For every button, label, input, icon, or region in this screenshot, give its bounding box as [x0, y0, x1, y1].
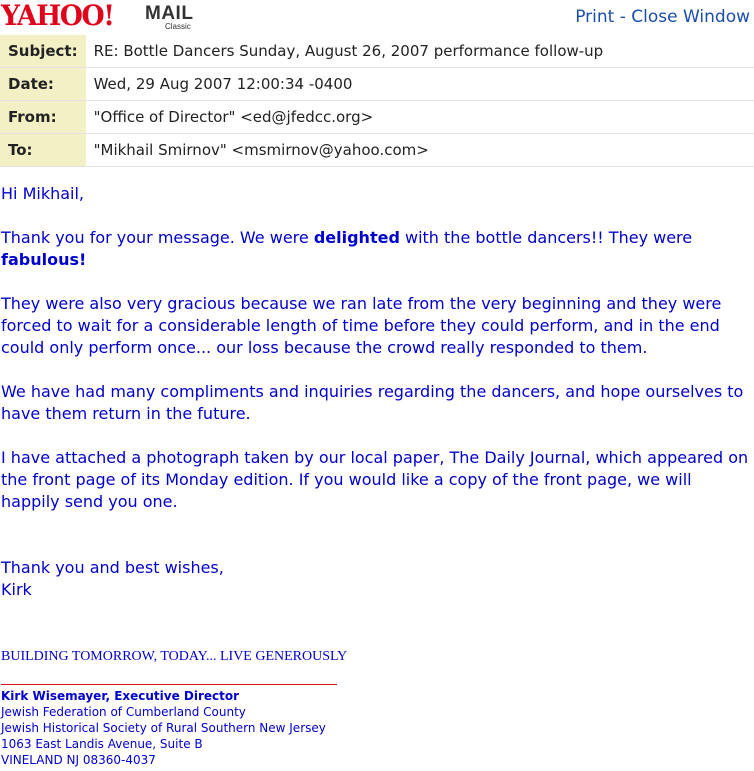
subject-row: [0, 35, 754, 68]
close-window-link[interactable]: Close Window: [631, 7, 750, 27]
to-row: [0, 134, 754, 167]
to-label: To:: [0, 134, 86, 167]
p1-emphasis-fabulous: fabulous!: [1, 250, 87, 269]
from-label: From:: [0, 101, 86, 134]
greeting: Hi Mikhail,: [1, 184, 84, 203]
logo-classic-text: Classic: [165, 22, 191, 31]
date-value: Wed, 29 Aug 2007 12:00:34 -0400: [86, 68, 754, 101]
p1-text-a: Thank you for your message. We were: [1, 228, 314, 247]
paragraph-4: I have attached a photograph taken by our local paper, The Daily Journal, which appeared on the front page of its Monday edition. If you would like a copy of the front page, we will happily send you one.: [1, 448, 749, 511]
window-links: [575, 6, 750, 28]
date-label: Date:: [0, 68, 86, 101]
top-bar: [0, 0, 754, 34]
date-row: [0, 68, 754, 101]
signature-address: 1063 East Landis Avenue, Suite B: [1, 737, 203, 751]
signature-org-1: Jewish Federation of Cumberland County: [1, 705, 246, 719]
subject-label: Subject:: [0, 35, 86, 68]
paragraph-3: We have had many compliments and inquiries regarding the dancers, and hope ourselves to have them return in the future.: [1, 382, 744, 423]
signature-org-2: Jewish Historical Society of Rural Southern New Jersey: [1, 721, 326, 735]
sender-first-name: Kirk: [1, 580, 32, 599]
signature-motto: BUILDING TOMORROW, TODAY... LIVE GENEROUSLY: [1, 649, 348, 664]
subject-value: RE: Bottle Dancers Sunday, August 26, 2007 performance follow-up: [86, 35, 754, 68]
paragraph-1: [1, 227, 753, 271]
from-row: [0, 101, 754, 134]
from-value: "Office of Director" <ed@jfedcc.org>: [86, 101, 754, 134]
link-separator: -: [619, 7, 626, 27]
message-header-table: [0, 35, 754, 167]
p1-text-c: with the bottle dancers!! They were: [399, 228, 693, 247]
print-link[interactable]: Print: [575, 7, 615, 27]
signature-block: [1, 688, 326, 768]
closing-line: Thank you and best wishes,: [1, 558, 224, 577]
message-body: [1, 183, 753, 601]
paragraph-2: They were also very gracious because we ran late from the very beginning and they were forced to wait for a considerable length of time before they could perform, and in the end could only perform once... our loss because the crowd really responded to them.: [1, 294, 722, 357]
to-value: "Mikhail Smirnov" <msmirnov@yahoo.com>: [86, 134, 754, 167]
signature-name: Kirk Wisemayer, Executive Director: [1, 689, 240, 703]
logo-mail-text: MAIL: [145, 3, 194, 24]
signature-divider: [1, 684, 337, 685]
logo-yahoo-text: YAHOO!: [1, 0, 114, 32]
signature-city: VINELAND NJ 08360-4037: [1, 753, 156, 767]
p1-emphasis-delighted: delighted: [313, 228, 400, 247]
